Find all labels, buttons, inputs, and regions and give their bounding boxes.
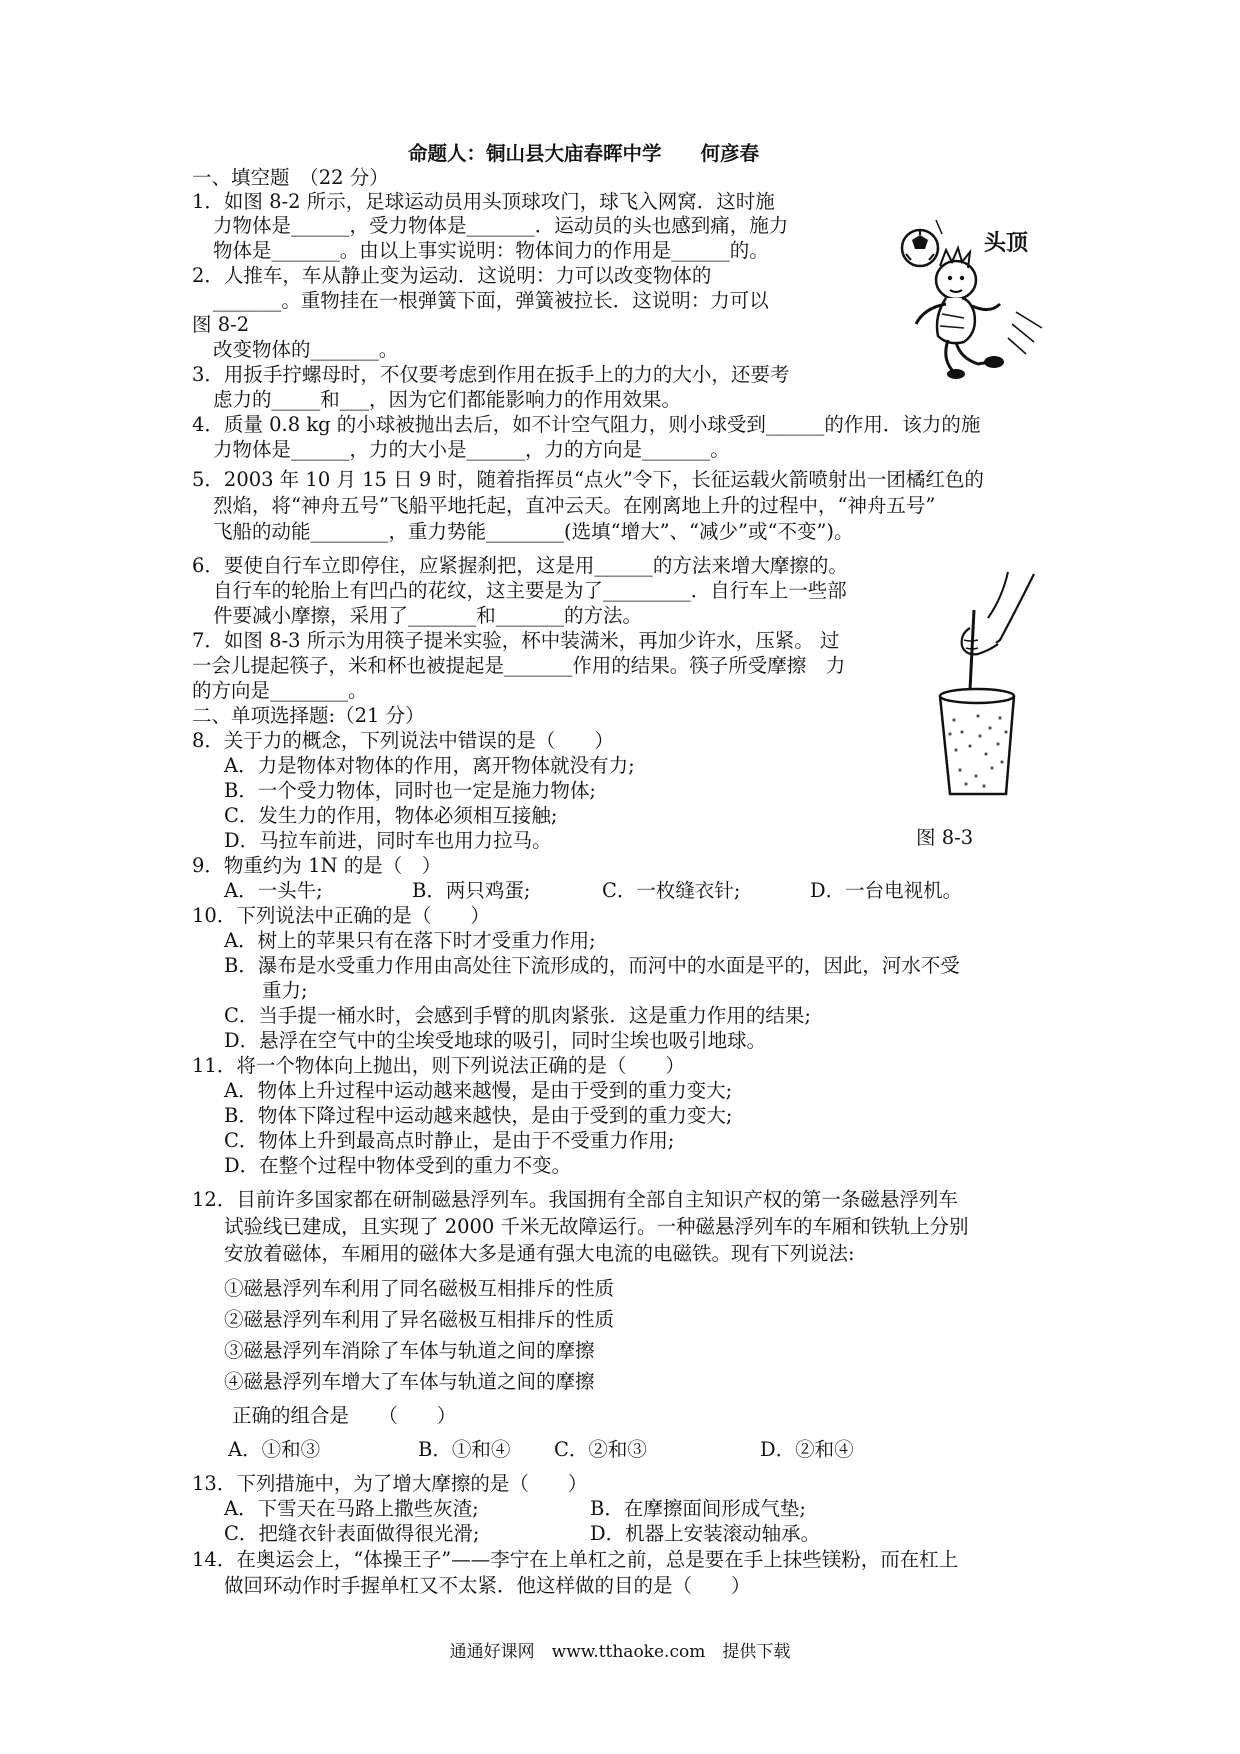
q3-line1: 3．用扳手拧螺母时，不仅要考虑到作用在扳手上的力的大小，还要考 [192,363,790,386]
q2-line1: 2．人推车，车从静止变为运动．这说明：力可以改变物体的 [192,264,712,287]
q9-option-c: C．一枚缝衣针; [602,879,741,902]
q9-option-a: A．一头牛; [224,879,323,902]
fig82-caption: 图 8-2 [192,313,250,336]
q10-stem: 10．下列说法中正确的是（ ） [192,904,490,927]
q5-line3: 飞船的动能________，重力势能________(选填“增大”、“减少”或“不变”)。 [213,520,854,543]
q5-line1: 5．2003 年 10 月 15 日 9 时，随着指挥员“点火”令下，长征运载火箭喷射出一团橘红色的 [192,468,984,491]
q9-option-b: B．两只鸡蛋; [412,879,531,902]
q13-option-c: C．把缝衣针表面做得很光滑; [224,1522,480,1545]
q14-stem-line2: 做回环动作时手握单杠又不太紧．他这样做的目的是（ ） [224,1574,751,1597]
q10-option-c: C．当手提一桶水时，会感到手臂的肌肉紧张．这是重力作用的结果; [224,1004,811,1027]
q1-line3: 物体是_______。由以上事实说明：物体间力的作用是______的。 [213,239,769,262]
q13-option-d: D．机器上安装滚动轴承。 [590,1522,821,1545]
q12-stem-line1: 12．目前许多国家都在研制磁悬浮列车。我国拥有全部自主知识产权的第一条磁悬浮列车 [192,1188,958,1211]
q12-statement-2: ②磁悬浮列车利用了异名磁极互相排斥的性质 [224,1308,615,1331]
q10-option-d: D．悬浮在空气中的尘埃受地球的吸引，同时尘埃也吸引地球。 [224,1029,767,1052]
footer-text: 通通好课网 www.tthaoke.com 提供下载 [449,1642,791,1662]
q12-statement-3: ③磁悬浮列车消除了车体与轨道之间的摩擦 [224,1339,595,1362]
q9-stem: 9．物重约为 1N 的是（ ） [192,854,442,877]
q7-line1: 7．如图 8-3 所示为用筷子提米实验，杯中装满米，再加少许水，压紧。 过 [192,629,840,652]
q12-option-b: B．①和④ [418,1438,511,1461]
q6-line1: 6．要使自行车立即停住，应紧握刹把，这是用______的方法来增大摩擦的。 [192,554,848,577]
q10-option-b: B．瀑布是水受重力作用由高处往下流形成的，而河中的水面是平的，因此，河水不受 [224,954,960,977]
q10-option-a: A．树上的苹果只有在落下时才受重力作用; [224,929,596,952]
author-line: 命题人：铜山县大庙春晖中学 何彦春 [408,142,760,165]
section1-heading: 一、填空题 （22 分） [192,166,389,189]
q12-statement-4: ④磁悬浮列车增大了车体与轨道之间的摩擦 [224,1370,595,1393]
figure-8-3-chopstick-cup [930,570,1038,810]
q12-prompt: 正确的组合是 （ ） [232,1404,457,1427]
q11-option-c: C．物体上升到最高点时静止，是由于不受重力作用; [224,1129,675,1152]
q4-line2: 力物体是______，力的大小是______，力的方向是_______。 [213,438,730,461]
q13-stem: 13．下列措施中，为了增大摩擦的是（ ） [192,1472,588,1495]
q13-option-b: B．在摩擦面间形成气垫; [590,1497,806,1520]
figure-8-3-caption: 图 8-3 [916,826,974,849]
q6-line2: 自行车的轮胎上有凹凸的花纹，这主要是为了_________．自行车上一些部 [213,579,847,602]
q8-option-a: A．力是物体对物体的作用，离开物体就没有力; [224,754,635,777]
q13-option-a: A．下雪天在马路上撒些灰渣; [224,1497,479,1520]
q12-stem-line3: 安放着磁体，车厢用的磁体大多是通有强大电流的电磁铁。现有下列说法: [224,1242,855,1265]
q2-line2: _______。重物挂在一根弹簧下面，弹簧被拉长．这说明：力可以 [213,289,769,312]
q4-line1: 4．质量 0.8 kg 的小球被抛出去后，如不计空气阻力，则小球受到______的作用．该力的施 [192,413,981,436]
q12-stem-line2: 试验线已建成，且实现了 2000 千米无故障运行。一种磁悬浮列车的车厢和铁轨上分别 [224,1215,969,1238]
q12-statement-1: ①磁悬浮列车利用了同名磁极互相排斥的性质 [224,1277,615,1300]
q5-line2: 烈焰，将“神舟五号”飞船平地托起，直冲云天。在刚离地上升的过程中，“神舟五号” [213,494,936,517]
q8-option-d: D．马拉车前进，同时车也用力拉马。 [224,829,552,852]
q8-option-b: B．一个受力物体，同时也一定是施力物体; [224,779,596,802]
q8-stem: 8．关于力的概念，下列说法中错误的是（ ） [192,729,614,752]
section2-heading: 二、单项选择题:（21 分） [192,704,425,727]
q11-stem: 11．将一个物体向上抛出，则下列说法正确的是（ ） [192,1054,685,1077]
q6-line3: 件要减小摩擦，采用了_______和_______的方法。 [213,604,643,627]
figure-8-2-soccer-player [876,212,1052,382]
q12-option-c: C．②和③ [554,1438,647,1461]
q12-option-a: A．①和③ [228,1438,321,1461]
q8-option-c: C．发生力的作用，物体必须相互接触; [224,804,558,827]
q9-option-d: D．一台电视机。 [810,879,963,902]
q12-option-d: D．②和④ [760,1438,854,1461]
q1-line1: 1．如图 8-2 所示，足球运动员用头顶球攻门，球飞入网窝．这时施 [192,190,775,213]
q3-line2: 虑力的_____和___，因为它们都能影响力的作用效果。 [213,388,682,411]
q1-line2: 力物体是______，受力物体是_______．运动员的头也感到痛，施力 [213,214,789,237]
q2-line3: 改变物体的_______。 [213,338,399,361]
q7-line3: 的方向是________。 [192,679,368,702]
q11-option-b: B．物体下降过程中运动越来越快，是由于受到的重力变大; [224,1104,733,1127]
q7-line2: 一会儿提起筷子，米和杯也被提起是_______作用的结果。筷子所受摩擦 力 [192,654,846,677]
q10-option-b-cont: 重力; [262,979,308,1002]
q11-option-d: D．在整个过程中物体受到的重力不变。 [224,1154,572,1177]
figure-8-2-label: 头顶 [984,230,1029,256]
q14-stem-line1: 14．在奥运会上，“体操王子”——李宁在上单杠之前，总是要在手上抹些镁粉，而在杠上 [192,1548,959,1571]
q11-option-a: A．物体上升过程中运动越来越慢，是由于受到的重力变大; [224,1079,733,1102]
